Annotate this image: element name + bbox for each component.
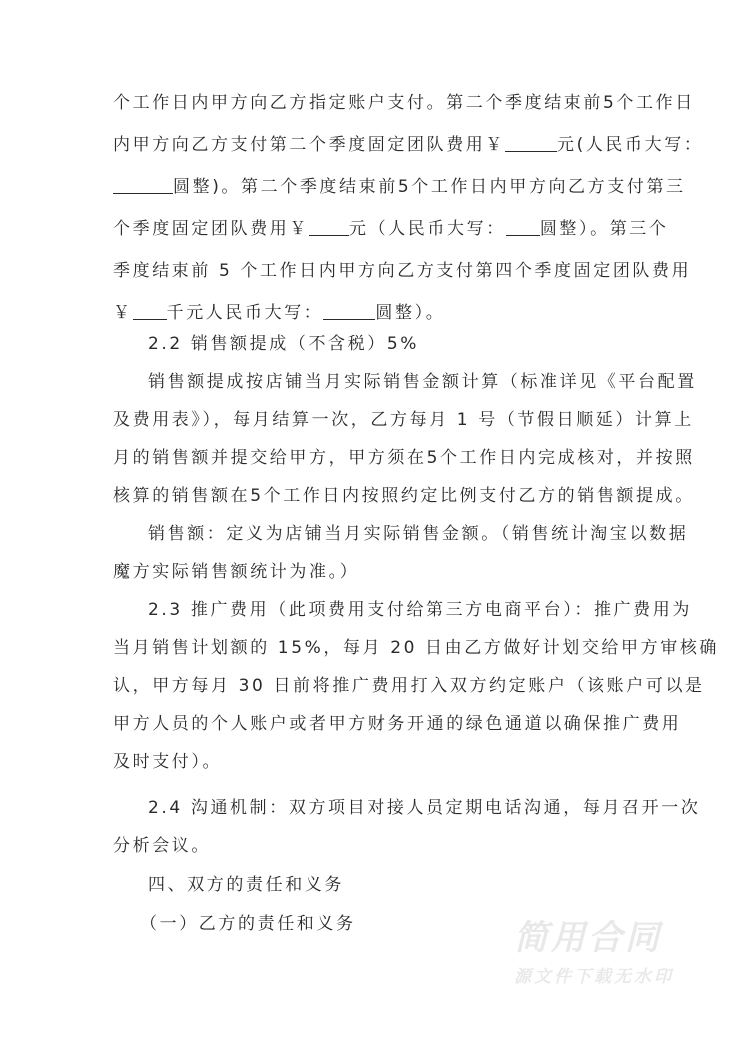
- text-line: [113, 175, 686, 199]
- fill-blank: [506, 217, 540, 236]
- text-line: 及费用表》），每月结算一次，乙方每月 1 号（节假日顺延）计算上: [113, 410, 694, 430]
- text-segment: 内甲方向乙方支付第二个季度固定团队费用￥: [113, 135, 505, 155]
- fill-blank: [113, 175, 173, 194]
- watermark: [514, 918, 674, 988]
- text-segment: 圆整）。: [375, 303, 446, 323]
- watermark-subtitle: 源文件下载无水印: [514, 967, 674, 987]
- text-segment: 元(人民币大写：: [557, 135, 704, 155]
- section-heading-2-4: 2.4 沟通机制：双方项目对接人员定期电话沟通，每月召开一次: [148, 798, 701, 818]
- text-segment: 元（人民币大写：: [349, 219, 506, 239]
- fill-blank: [323, 301, 375, 320]
- text-line: 季度结束前 5 个工作日内甲方向乙方支付第四个季度固定团队费用: [113, 261, 692, 281]
- text-line: 销售额提成按店铺当月实际销售金额计算（标准详见《平台配置: [148, 372, 697, 392]
- fill-blank: [505, 133, 557, 152]
- section-heading-2-2: 2.2 销售额提成（不含税）5%: [148, 334, 420, 354]
- text-line: 销售额：定义为店铺当月实际销售金额。（销售统计淘宝以数据: [148, 524, 689, 544]
- text-line: 甲方人员的个人账户或者甲方财务开通的绿色通道以确保推广费用: [113, 714, 682, 734]
- fill-blank: [309, 217, 349, 236]
- text-line: 当月销售计划额的 15%，每月 20 日由乙方做好计划交给甲方审核确: [113, 638, 720, 658]
- text-segment: 圆整）。第三个: [539, 219, 669, 239]
- chapter-heading: 四、双方的责任和义务: [148, 875, 344, 895]
- text-line: 月的销售额并提交给甲方，甲方须在5个工作日内完成核对，并按照: [113, 448, 695, 468]
- text-segment: 个季度固定团队费用￥: [113, 219, 309, 239]
- text-segment: 千元人民币大写：: [166, 303, 324, 323]
- text-line: 认，甲方每月 30 日前将推广费用打入双方约定账户（该账户可以是: [113, 676, 705, 696]
- fill-blank: [133, 301, 167, 320]
- text-line: 分析会议。: [113, 836, 211, 856]
- text-line: 核算的销售额在5个工作日内按照约定比例支付乙方的销售额提成。: [113, 486, 695, 506]
- text-line: [113, 217, 669, 241]
- text-segment: ￥: [113, 303, 133, 323]
- section-heading-2-3: 2.3 推广费用（此项费用支付给第三方电商平台）：推广费用为: [148, 600, 692, 620]
- text-line: 个工作日内甲方向乙方指定账户支付。第二个季度结束前5个工作日: [113, 93, 695, 113]
- text-segment: 圆整)。第二个季度结束前5个工作日内甲方向乙方支付第三: [173, 177, 686, 197]
- text-line: [113, 133, 704, 157]
- text-line: 魔方实际销售额统计为准。）: [113, 562, 360, 582]
- watermark-title: 简用合同: [514, 918, 662, 958]
- subsection-heading: （一）乙方的责任和义务: [140, 914, 356, 934]
- text-line: [113, 301, 445, 325]
- text-line: 及时支付）。: [113, 752, 223, 772]
